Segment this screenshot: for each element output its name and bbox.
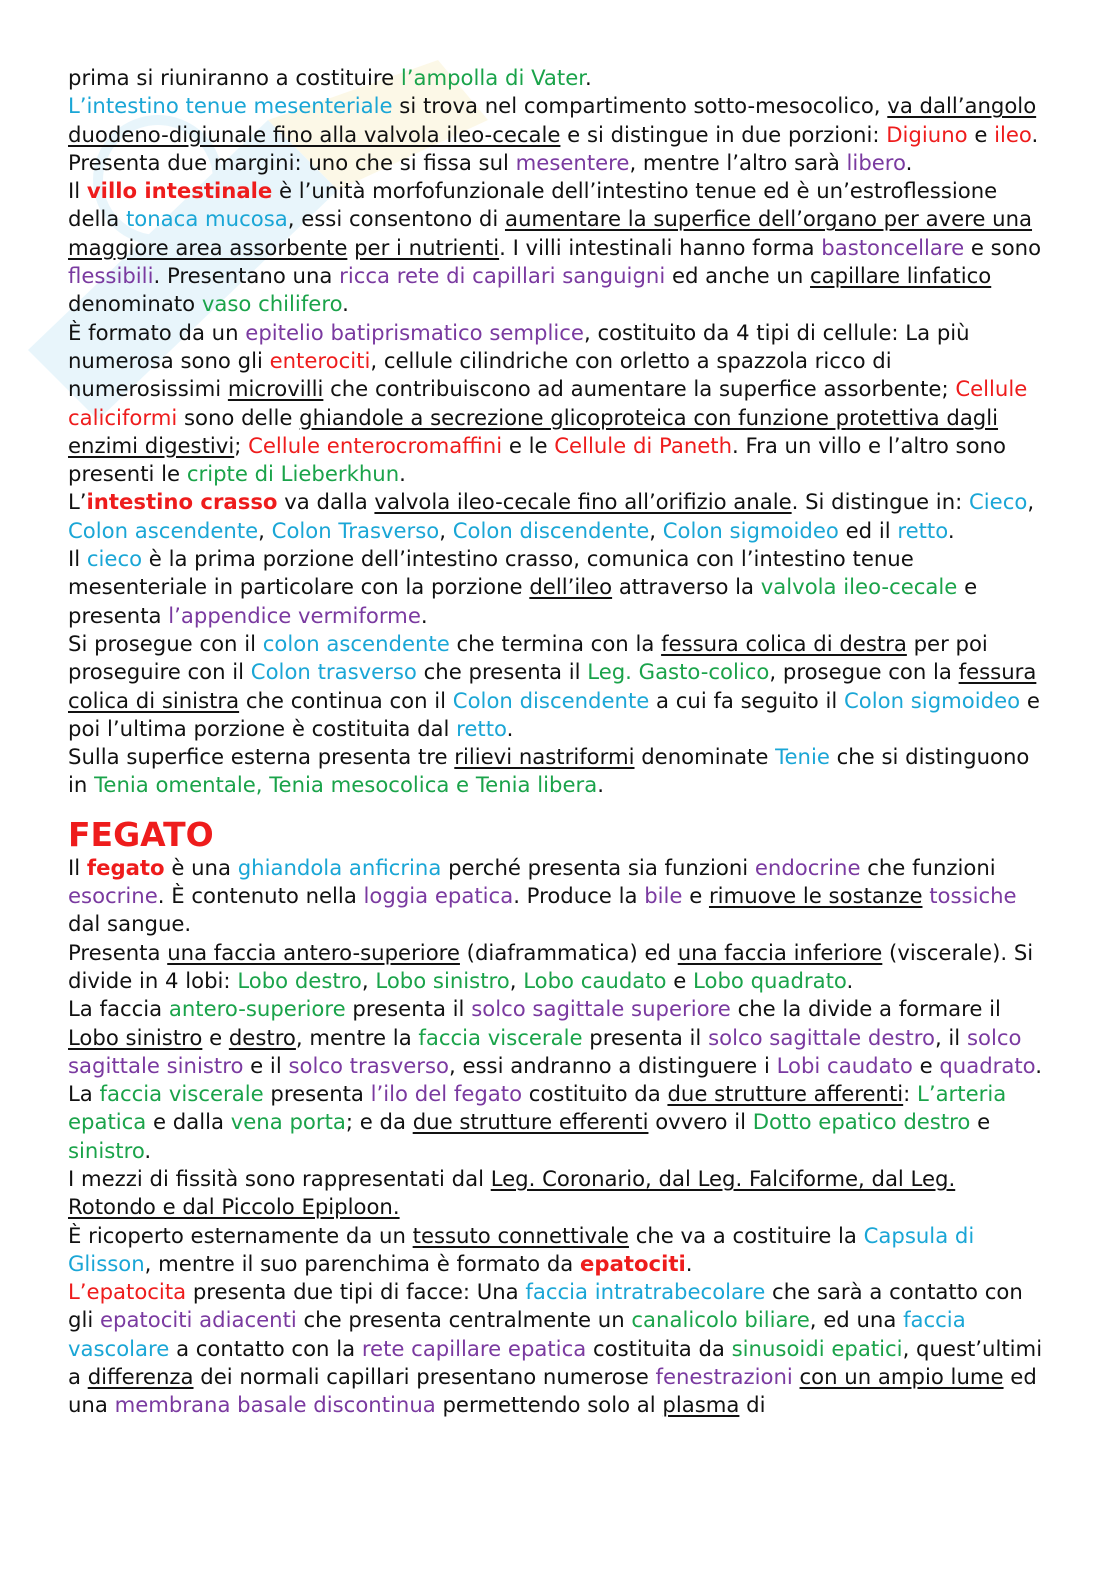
paragraph-intestino-tenue <box>68 92 1046 177</box>
text-run: ed anche un <box>665 263 811 289</box>
text-run: fenestrazioni <box>655 1364 793 1390</box>
text-run: perché presenta sia funzioni <box>441 854 755 880</box>
paragraph-ampolla <box>68 64 1046 92</box>
text-run: , <box>1027 489 1035 515</box>
text-run: Si prosegue con il <box>68 630 263 656</box>
text-run: valvola ileo-cecale <box>760 574 958 600</box>
text-run: differenza <box>87 1364 194 1390</box>
text-run: si trova nel compartimento sotto-mesocolico, <box>392 93 888 119</box>
text-run: una faccia inferiore <box>677 939 883 965</box>
text-run: aumentare la superfice dell’organo per avere una maggiore area assorbente <box>68 206 1033 260</box>
text-run: È ricoperto esternamente da un <box>68 1222 413 1248</box>
text-run: endocrine <box>754 854 861 880</box>
text-run: , essi andranno a distinguere i <box>449 1052 777 1078</box>
text-run: tossiche <box>929 883 1017 909</box>
section-heading-fegato: FEGATO <box>68 814 214 854</box>
text-run: ed il <box>838 517 898 543</box>
text-run: e <box>970 1109 991 1135</box>
text-run: ed una <box>68 1364 1037 1418</box>
text-run: Colon sigmoideo <box>844 687 1021 713</box>
text-run: a contatto con la <box>169 1335 362 1361</box>
text-run: epatociti adiacenti <box>99 1307 297 1333</box>
text-run: , <box>649 517 663 543</box>
text-run: Il <box>68 546 87 572</box>
text-run: e <box>682 883 709 909</box>
text-run: rete capillare epatica <box>361 1335 587 1361</box>
text-run: che presenta centralmente un <box>296 1307 632 1333</box>
text-run: e il <box>243 1052 289 1078</box>
text-run: Colon Trasverso <box>271 517 440 543</box>
text-run: colon ascendente <box>262 630 450 656</box>
text-run: dal sangue. <box>68 911 192 937</box>
text-run: . I villi intestinali hanno forma <box>499 234 822 260</box>
text-run: Sulla superfice esterna presenta tre <box>68 744 455 770</box>
text-run: e poi l’ultima porzione è costituita dal <box>68 687 1040 741</box>
text-run: , <box>361 967 376 993</box>
text-run: Colon ascendente <box>68 517 259 543</box>
text-run: Colon discendente <box>452 517 650 543</box>
text-run: . È contenuto nella <box>157 883 364 909</box>
text-run: tessuto connettivale <box>412 1222 629 1248</box>
text-run: che continua con il <box>239 687 453 713</box>
text-run: tonaca mucosa <box>125 206 288 232</box>
text-run: è l’unità morfofunzionale dell’intestino tenue ed è un’estroflessione della <box>68 178 998 232</box>
text-run: solco sagittale sinistro <box>68 1024 1022 1078</box>
text-run: epatociti <box>580 1250 686 1276</box>
text-run: Lobi caudato <box>776 1052 913 1078</box>
text-run: Colon discendente <box>452 687 650 713</box>
text-run: antero-superiore <box>168 996 346 1022</box>
text-run: Cellule enterocromaffini <box>248 432 503 458</box>
text-run: Digiuno <box>886 121 968 147</box>
text-run: , costituito da 4 tipi di cellule: La più numerosa sono gli <box>68 319 970 373</box>
text-run: l’ilo del fegato <box>370 1081 523 1107</box>
text-run: Lobo sinistro <box>68 1024 203 1050</box>
text-run: a cui fa seguito il <box>649 687 844 713</box>
text-run: solco sagittale destro <box>708 1024 935 1050</box>
text-run: con un ampio lume <box>799 1364 1004 1390</box>
text-run: e <box>912 1052 940 1078</box>
text-run: è una <box>164 854 238 880</box>
text-run: . <box>905 149 913 175</box>
text-run: . <box>506 715 514 741</box>
text-run: Lobo caudato <box>523 967 667 993</box>
text-run: L’arteria epatica <box>68 1081 1007 1135</box>
text-run: plasma <box>662 1392 740 1418</box>
text-run: capillare linfatico <box>810 263 992 289</box>
text-run: Leg. Gasto-colico <box>587 659 770 685</box>
text-run: (diaframmatica) ed <box>459 939 678 965</box>
text-run: costituito da <box>522 1081 668 1107</box>
text-run: Tenia omentale, Tenia mesocolica e Tenia libera <box>94 772 598 798</box>
text-run: una faccia antero-superiore <box>167 939 460 965</box>
text-run: faccia viscerale <box>99 1081 264 1107</box>
text-run: (viscerale). Si divide in 4 lobi: <box>68 939 1034 993</box>
text-run: . Fra un villo e l’altro sono presenti le <box>68 432 1006 487</box>
text-run: Cellule di Paneth <box>554 432 733 458</box>
text-run: fegato <box>86 854 165 880</box>
text-run: , prosegue con la <box>769 659 959 685</box>
text-run: che la divide a formare il <box>730 996 1001 1022</box>
text-run: ; e da <box>345 1109 413 1135</box>
text-run: denominate <box>634 744 776 770</box>
text-run: . <box>420 602 428 628</box>
text-run: ricca rete di capillari sanguigni <box>339 263 666 289</box>
text-run: . Presenta due margini: uno che si fissa sul <box>68 121 1039 175</box>
text-run: faccia intratrabecolare <box>525 1279 766 1305</box>
text-run: flessibili <box>68 263 154 289</box>
text-run: loggia epatica <box>363 883 514 909</box>
text-run: retto <box>897 517 948 543</box>
text-run: rimuove le sostanze <box>708 883 923 909</box>
text-run: dei normali capillari presentano numerose <box>193 1364 656 1390</box>
text-run: Capsula di Glisson <box>68 1222 975 1276</box>
text-run: ghiandola anficrina <box>237 854 442 880</box>
text-run: prima si riuniranno a costituire <box>68 65 401 90</box>
text-run: membrana basale discontinua <box>114 1392 436 1418</box>
text-run: . <box>947 517 955 543</box>
text-run: , ed una <box>809 1307 904 1333</box>
text-run: che sarà a contatto con gli <box>68 1279 1023 1333</box>
paragraph-villo-intestinale <box>68 177 1046 318</box>
text-run: di <box>739 1392 766 1418</box>
text-run: , mentre l’altro sarà <box>629 149 847 175</box>
text-run: microvilli <box>227 376 324 402</box>
paragraph-fegato-fissita <box>68 1165 1046 1222</box>
text-run: . <box>585 65 592 90</box>
text-run: esocrine <box>68 883 158 909</box>
text-run: due strutture efferenti <box>412 1109 649 1135</box>
text-run: quadrato <box>939 1052 1036 1078</box>
text-run: . <box>846 967 854 993</box>
paragraph-fegato-intro <box>68 854 1046 939</box>
text-run: l’ampolla di Vater <box>400 65 586 90</box>
text-run: , essi consentono di <box>287 206 505 232</box>
paragraph-fegato-facce <box>68 939 1046 996</box>
text-run: e <box>967 121 995 147</box>
text-run: Colon trasverso <box>250 659 417 685</box>
paragraph-epitelio <box>68 319 1046 489</box>
text-run: La faccia <box>68 996 169 1022</box>
text-run: libero <box>846 149 906 175</box>
text-run: I mezzi di fissità sono rappresentati dal <box>68 1165 491 1191</box>
text-run: permettendo solo al <box>435 1392 663 1418</box>
text-run: solco sagittale superiore <box>471 996 731 1022</box>
text-run: e sono <box>964 234 1042 260</box>
text-run: Il <box>68 178 87 204</box>
text-run: che contribuiscono ad aumentare la superfice assorbente; <box>323 376 956 402</box>
text-run: . <box>342 291 349 317</box>
text-run: e dalla <box>146 1109 231 1135</box>
text-run: presenta il <box>582 1024 709 1050</box>
text-run: va dalla <box>277 489 375 515</box>
text-run: fessura colica di destra <box>661 630 907 656</box>
text-run: rilievi nastriformi <box>454 744 635 770</box>
paragraph-intestino-crasso <box>68 488 1046 545</box>
text-run: ghiandole a secrezione glicoproteica con funzione protettiva dagli enzimi digestivi <box>68 404 999 458</box>
text-run: e le <box>502 432 555 458</box>
text-run: e si distingue in due porzioni: <box>560 121 887 147</box>
text-run: mesentere <box>515 149 630 175</box>
text-run: Dotto epatico destro <box>752 1109 971 1135</box>
paragraph-epatocita <box>68 1278 1046 1419</box>
text-run: ileo <box>994 121 1032 147</box>
text-run: due strutture afferenti <box>667 1081 904 1107</box>
text-run: ; <box>234 432 249 458</box>
text-run: l’appendice vermiforme <box>168 602 421 628</box>
text-run: bastoncellare <box>821 234 965 260</box>
text-run: , mentre il suo parenchima è formato da <box>144 1250 581 1276</box>
text-run: per poi proseguire con il <box>68 630 988 685</box>
text-run: L’ <box>68 489 87 515</box>
text-run: fessura colica di sinistra <box>68 659 1037 713</box>
text-run: , mentre la <box>295 1024 419 1050</box>
text-run: retto <box>456 715 507 741</box>
text-run: e <box>666 967 694 993</box>
text-run: L’epatocita <box>68 1279 187 1305</box>
text-run: destro <box>228 1024 296 1050</box>
text-run: Lobo destro <box>237 967 362 993</box>
text-run: costituita da <box>586 1335 732 1361</box>
text-run: vaso chilifero <box>201 291 343 317</box>
text-run: faccia vascolare <box>68 1307 966 1361</box>
paragraph-colon <box>68 630 1046 743</box>
text-run: L’intestino tenue mesenteriale <box>68 93 393 119</box>
text-run: ovvero il <box>648 1109 753 1135</box>
text-run: presenta due tipi di facce: Una <box>186 1279 526 1305</box>
text-run: presenta <box>263 1081 371 1107</box>
text-run: cieco <box>86 546 143 572</box>
text-run: canalicolo biliare <box>631 1307 810 1333</box>
text-run: bile <box>644 883 683 909</box>
text-run: Leg. Coronario, dal Leg. Falciforme, dal Leg. Rotondo e dal Piccolo Epiploon. <box>68 1165 956 1220</box>
text-run: Lobo sinistro <box>375 967 510 993</box>
text-run: È formato da un <box>68 319 246 345</box>
text-run: cripte di Lieberkhun <box>186 461 400 487</box>
text-run: Cieco <box>969 489 1028 515</box>
text-run: Tenie <box>775 744 830 770</box>
text-run: che si distinguono in <box>68 744 1030 798</box>
paragraph-fegato-solchi <box>68 995 1046 1165</box>
text-run: enterociti <box>269 347 371 373</box>
text-run: dell’ileo <box>529 574 613 600</box>
text-run: Presenta <box>68 939 168 965</box>
paragraph-cieco <box>68 545 1046 630</box>
text-run: e presenta <box>68 574 978 628</box>
text-run: che presenta il <box>416 659 588 685</box>
text-run: Cellule caliciformi <box>68 376 1028 430</box>
text-run: è la prima porzione dell’intestino crasso, comunica con l’intestino tenue mesenteriale in particolare con la porzione <box>68 546 914 600</box>
text-run: . <box>685 1250 693 1276</box>
text-run: . Si distingue in: <box>791 489 969 515</box>
text-run: . Produce la <box>513 883 645 909</box>
text-run: , <box>509 967 524 993</box>
text-run: . Presentano una <box>153 263 340 289</box>
text-run: . <box>597 772 604 798</box>
text-run: . La <box>68 1052 1042 1107</box>
text-run: sinistro <box>68 1137 145 1163</box>
paragraph-tenie <box>68 743 1046 800</box>
text-run: sinusoidi epatici <box>731 1335 903 1361</box>
text-run: , <box>439 517 453 543</box>
text-run <box>793 1364 800 1389</box>
text-run: Il <box>68 854 87 880</box>
text-run: . <box>144 1137 152 1163</box>
text-run: sono delle <box>177 404 300 430</box>
text-run: e <box>202 1024 229 1050</box>
text-run: Colon sigmoideo <box>662 517 839 543</box>
text-run: faccia viscerale <box>418 1024 583 1050</box>
text-run: intestino crasso <box>86 489 278 515</box>
text-run: villo intestinale <box>86 178 273 204</box>
text-run: , <box>258 517 272 543</box>
text-run: va dall’angolo duodeno-digiunale fino alla valvola ileo-cecale <box>68 93 1037 147</box>
text-run: vena porta <box>230 1109 346 1135</box>
text-run: attraverso la <box>612 574 761 600</box>
text-run: presenta il <box>345 996 472 1022</box>
text-run: denominato <box>68 291 202 317</box>
text-run: epitelio batiprismatico semplice <box>245 319 584 345</box>
text-run: solco trasverso <box>288 1052 449 1078</box>
text-run: , il <box>934 1024 967 1050</box>
text-run: . <box>399 461 406 487</box>
text-run: , quest’ultimi a <box>68 1335 1043 1390</box>
text-run: valvola ileo-cecale fino all’orifizio anale <box>374 489 792 515</box>
paragraph-fegato-capsula <box>68 1222 1046 1279</box>
text-run: che va a costituire la <box>628 1222 864 1248</box>
text-run: , cellule cilindriche con orletto a spazzola ricco di numerosissimi <box>68 347 892 402</box>
text-run: che funzioni <box>860 854 996 880</box>
text-run: : <box>903 1081 918 1107</box>
text-run: per i nutrienti <box>354 234 500 260</box>
text-run: Lobo quadrato <box>693 967 847 993</box>
text-run: che termina con la <box>449 630 662 656</box>
